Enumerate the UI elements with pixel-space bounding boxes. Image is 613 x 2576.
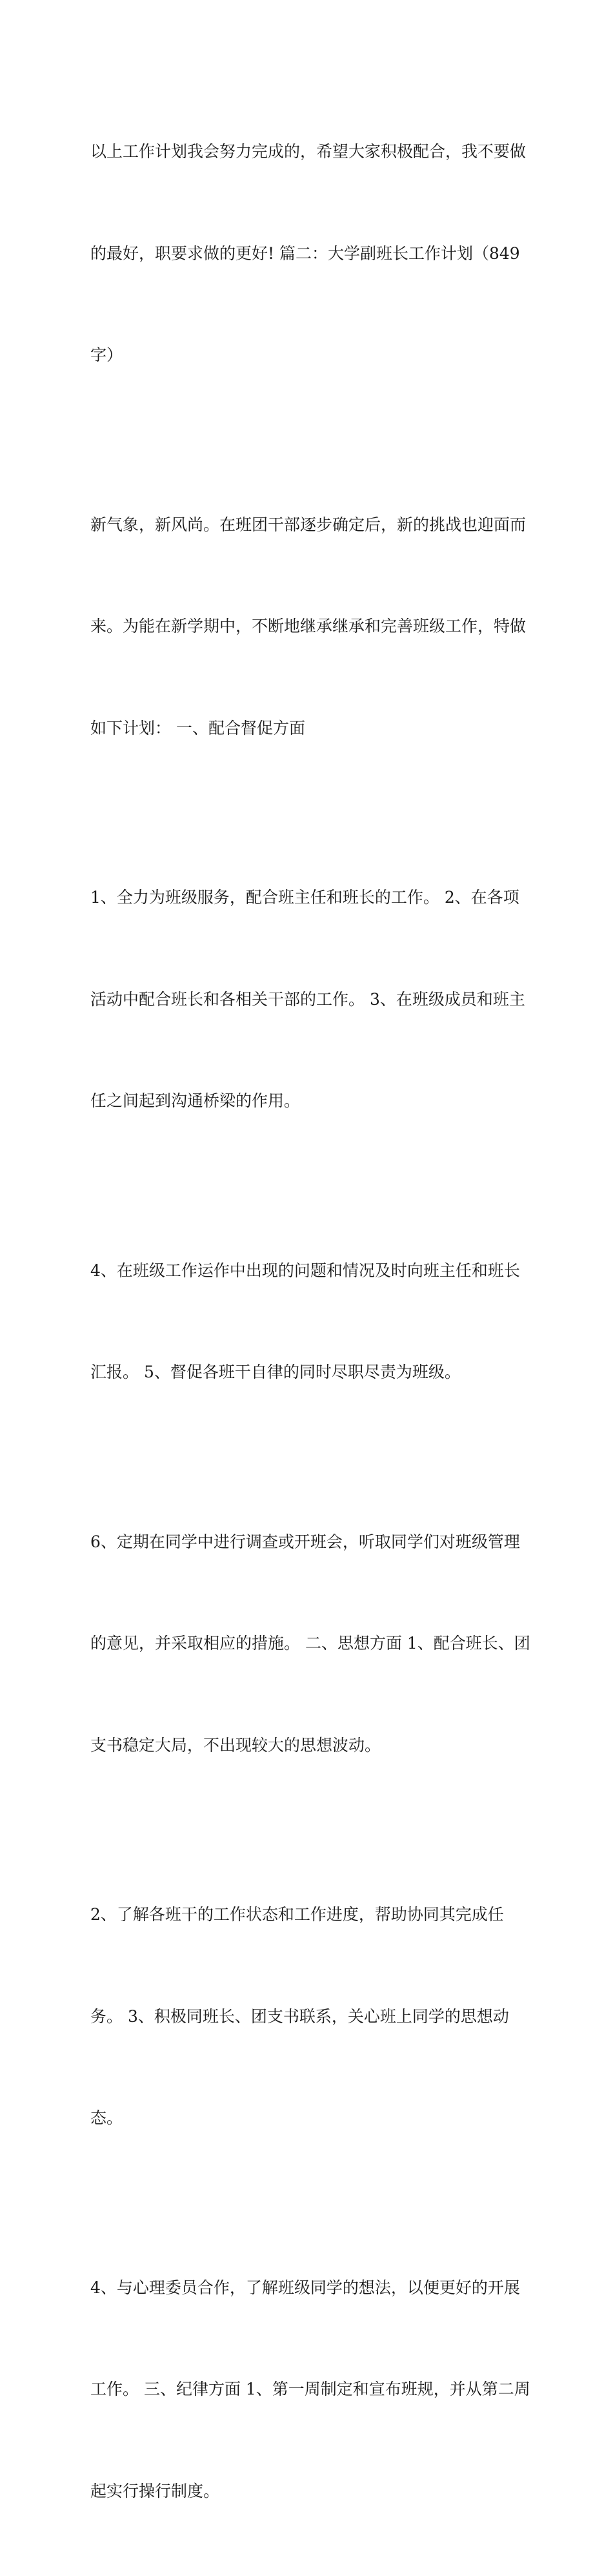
- text-line: 字）: [90, 338, 529, 373]
- paragraph-5: [90, 1458, 529, 1831]
- text-line: 4、在班级工作运作中出现的问题和情况及时向班主任和班长: [90, 1254, 529, 1288]
- text-line: 4、与心理委员合作，了解班级同学的想法，以便更好的开展: [90, 2271, 529, 2305]
- text-line: 态。: [90, 2101, 529, 2136]
- document-body: [90, 67, 529, 2576]
- text-line: 1、全力为班级服务，配合班主任和班长的工作。 2、在各项: [90, 881, 529, 915]
- text-line: 以上工作计划我会努力完成的，希望大家积极配合，我不要做: [90, 135, 529, 169]
- text-line: 如下计划： 一、配合督促方面: [90, 712, 529, 746]
- text-line: 新气象，新风尚。在班团干部逐步确定后，新的挑战也迎面而: [90, 508, 529, 542]
- text-line: 任之间起到沟通桥梁的作用。: [90, 1084, 529, 1118]
- paragraph-6: [90, 1830, 529, 2203]
- text-line: 工作。 三、纪律方面 1、第一周制定和宣布班规，并从第二周: [90, 2373, 529, 2407]
- text-line: 的意见，并采取相应的措施。 二、思想方面 1、配合班长、团: [90, 1627, 529, 1661]
- paragraph-3: [90, 813, 529, 1186]
- paragraph-4: [90, 1186, 529, 1458]
- text-line: 的最好，职要求做的更好! 篇二：大学副班长工作计划（849: [90, 237, 529, 271]
- paragraph-7: [90, 2203, 529, 2576]
- document-page: [0, 0, 613, 794]
- text-line: 起实行操行制度。: [90, 2475, 529, 2509]
- text-line: 2、了解各班干的工作状态和工作进度，帮助协同其完成任: [90, 1898, 529, 1932]
- text-line: 支书稳定大局，不出现较大的思想波动。: [90, 1729, 529, 1763]
- text-line: 活动中配合班长和各相关干部的工作。 3、在班级成员和班主: [90, 983, 529, 1017]
- text-line: 务。 3、积极同班长、团支书联系，关心班上同学的思想动: [90, 2000, 529, 2034]
- paragraph-1: [90, 67, 529, 440]
- paragraph-2: [90, 440, 529, 814]
- text-line: 来。为能在新学期中，不断地继承继承和完善班级工作，特做: [90, 610, 529, 644]
- text-line: 6、定期在同学中进行调查或开班会，听取同学们对班级管理: [90, 1525, 529, 1560]
- text-line: 汇报。 5、督促各班干自律的同时尽职尽责为班级。: [90, 1355, 529, 1390]
